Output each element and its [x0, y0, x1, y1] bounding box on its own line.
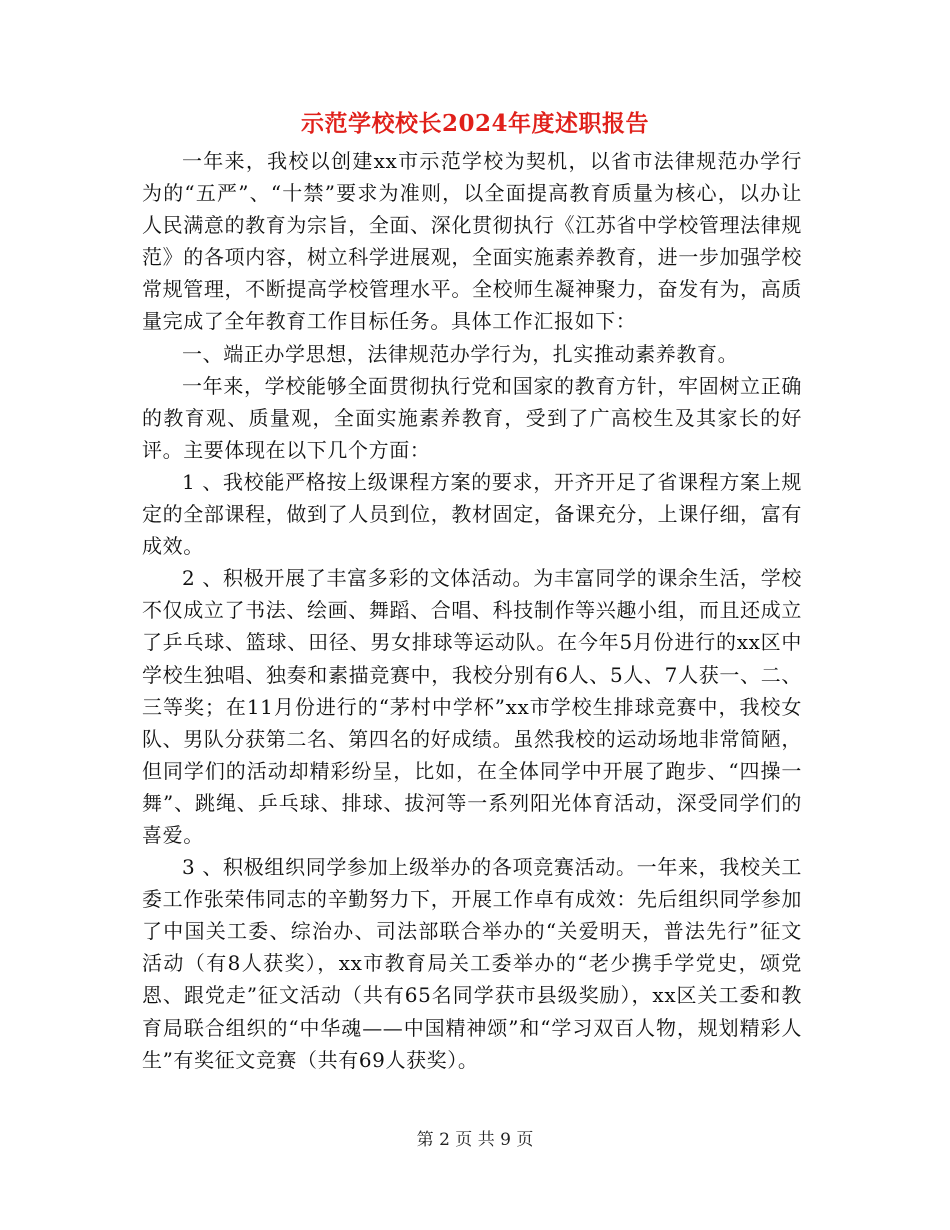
footer-middle: 页 共	[455, 1130, 495, 1150]
document-title: 示范学校校长2024年度述职报告	[300, 110, 649, 137]
page-footer	[0, 1128, 950, 1152]
paragraph-item-1: 1 、我校能严格按上级课程方案的要求，开齐开足了省课程方案上规定的全部课程，做到了人员到位，教材固定，备课充分，上课仔细，富有成效。	[142, 469, 802, 559]
footer-prefix: 第	[416, 1130, 434, 1150]
footer-suffix: 页	[516, 1130, 534, 1150]
footer-page-number: 2	[439, 1130, 450, 1150]
footer-total-pages: 9	[500, 1130, 511, 1150]
paragraph-intro: 一年来，我校以创建xx市示范学校为契机，以省市法律规范办学行为的“五严”、“十禁”要求为准则，以全面提高教育质量为核心，以办让人民满意的教育为宗旨，全面、深化贯彻执行《江苏省中学校管理法律规范》的各项内容，树立科学进展观，全面实施素养教育，进一步加强学校常规管理，不断提高学校管理水平。全校师生凝神聚力，奋发有为，高质量完成了全年教育工作目标任务。具体工作汇报如下：	[142, 149, 802, 334]
paragraph-item-2: 2 、积极开展了丰富多彩的文体活动。为丰富同学的课余生活，学校不仅成立了书法、绘画、舞蹈、合唱、科技制作等兴趣小组，而且还成立了乒乓球、篮球、田径、男女排球等运动队。在今年5月份进行的xx区中学校生独唱、独奏和素描竞赛中，我校分别有6人、5人、7人获一、二、三等奖；在11月份进行的“茅村中学杯”xx市学校生排球竞赛中，我校女队、男队分获第二名、第四名的好成绩。虽然我校的运动场地非常简陋，但同学们的活动却精彩纷呈，比如，在全体同学中开展了跑步、“四操一舞”、跳绳、乒乓球、排球、拔河等一系列阳光体育活动，深受同学们的喜爱。	[142, 566, 802, 847]
paragraph-section-heading: 一、端正办学思想，法律规范办学行为，扎实推动素养教育。	[182, 341, 739, 366]
paragraph-item-3: 3 、积极组织同学参加上级举办的各项竞赛活动。一年来，我校关工委工作张荣伟同志的辛勤努力下，开展工作卓有成效：先后组织同学参加了中国关工委、综治办、司法部联合举办的“关爱明天，普法先行”征文活动（有8人获奖），xx市教育局关工委举办的“老少携手学党史，颂党恩、跟党走”征文活动（共有65名同学获市县级奖励），xx区关工委和教育局联合组织的“中华魂——中国精神颂”和“学习双百人物，规划精彩人生”有奖征文竞赛（共有69人获奖）。	[142, 855, 802, 1072]
paragraph-section-intro: 一年来，学校能够全面贯彻执行党和国家的教育方针，牢固树立正确的教育观、质量观，全面实施素养教育，受到了广高校生及其家长的好评。主要体现在以下几个方面：	[142, 373, 802, 462]
document-body	[142, 145, 802, 1076]
